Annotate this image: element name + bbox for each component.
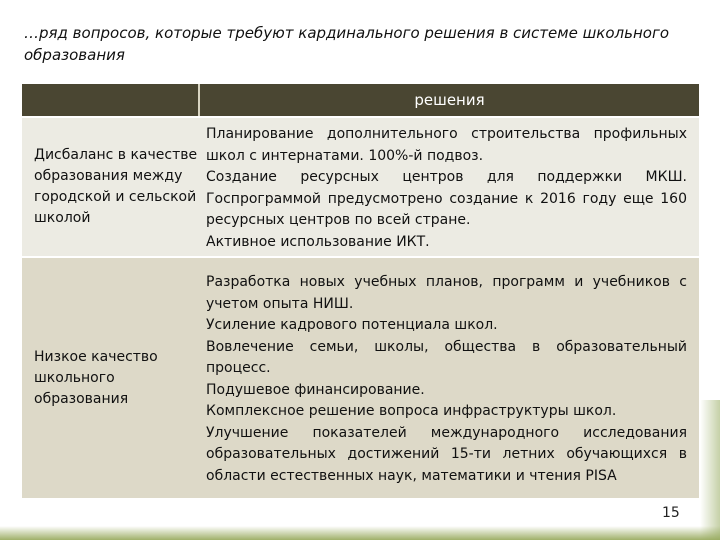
header-cell-solutions: решения [198, 84, 699, 116]
slide-title: …ряд вопросов, которые требуют кардинального решения в системе школьного образования [24, 24, 670, 64]
problem-cell [22, 118, 198, 256]
problem-text: Дисбаланс в качестве образования между городской и сельской школой [34, 147, 198, 226]
solution-item: Подушевое финансирование. [206, 381, 425, 398]
solution-item: Вовлечение семьи, школы, общества в образовательный процесс. [206, 338, 687, 376]
problem-text: Низкое качество школьного образования [34, 348, 158, 407]
table-row [22, 256, 699, 498]
solution-item: Усиление кадрового потенциала школ. [206, 317, 498, 333]
solution-item: Комплексное решение вопроса инфраструктуры школ. [206, 403, 617, 419]
solution-item: Активное использование ИКТ. [206, 233, 430, 250]
solution-item: Планирование дополнительного строительства профильных школ с интернатами. 100%-й подвоз. [206, 126, 687, 164]
problem-cell [22, 258, 198, 498]
page-number: 15 [662, 505, 680, 521]
bottom-decoration-band [0, 526, 720, 540]
table-header-row [22, 84, 699, 116]
solutions-table [22, 84, 699, 498]
solutions-cell [198, 118, 699, 256]
solutions-cell [198, 258, 699, 498]
solution-item: Создание ресурсных центров для поддержки МКШ. Госпрограммой предусмотрено создание к 2016 году еще 160 ресурсных центров по всей стране. [206, 169, 687, 228]
solution-item: Улучшение показателей международного исследования образовательных достижений 15-ти летних обучающихся в области естественных наук, математики и чтения PISA [206, 424, 687, 484]
table-row [22, 116, 699, 256]
corner-decoration [700, 400, 720, 540]
solution-item: Разработка новых учебных планов, программ и учебников с учетом опыта НИШ. [206, 274, 687, 312]
header-cell-problem [22, 84, 198, 116]
